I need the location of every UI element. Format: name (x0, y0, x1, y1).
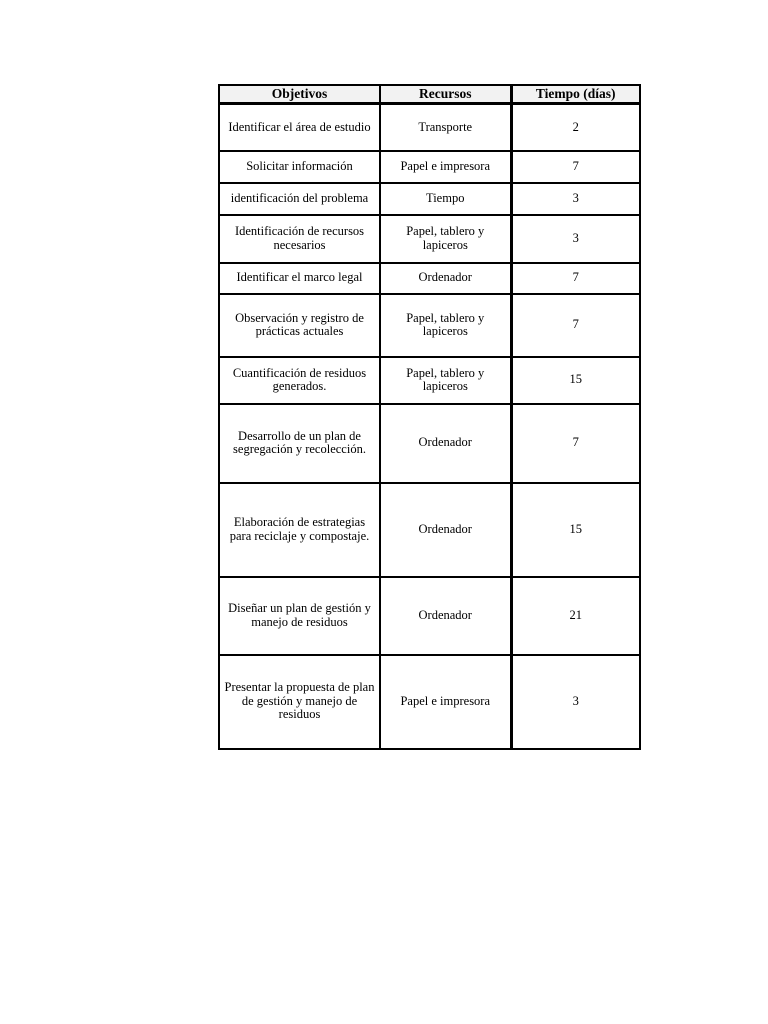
cell-tiempo: 3 (511, 655, 640, 749)
objectives-table (218, 84, 641, 750)
table-header-row (219, 85, 640, 104)
cell-recursos: Ordenador (380, 404, 511, 483)
table-row (219, 215, 640, 263)
cell-tiempo: 7 (511, 404, 640, 483)
cell-tiempo: 7 (511, 263, 640, 294)
table-row (219, 104, 640, 151)
table-row (219, 577, 640, 655)
cell-objetivo: Diseñar un plan de gestión y manejo de residuos (219, 577, 380, 655)
cell-objetivo: Presentar la propuesta de plan de gestión y manejo de residuos (219, 655, 380, 749)
cell-tiempo: 3 (511, 183, 640, 215)
table-row (219, 357, 640, 404)
cell-recursos: Ordenador (380, 263, 511, 294)
cell-objetivo: Desarrollo de un plan de segregación y recolección. (219, 404, 380, 483)
table-row (219, 151, 640, 183)
cell-tiempo: 15 (511, 483, 640, 577)
cell-recursos: Papel, tablero y lapiceros (380, 357, 511, 404)
cell-objetivo: identificación del problema (219, 183, 380, 215)
table-row (219, 183, 640, 215)
cell-objetivo: Solicitar información (219, 151, 380, 183)
cell-objetivo: Identificar el marco legal (219, 263, 380, 294)
cell-recursos: Ordenador (380, 577, 511, 655)
cell-objetivo: Identificar el área de estudio (219, 104, 380, 151)
cell-tiempo: 21 (511, 577, 640, 655)
header-tiempo: Tiempo (días) (511, 85, 640, 104)
cell-recursos: Ordenador (380, 483, 511, 577)
cell-objetivo: Observación y registro de prácticas actuales (219, 294, 380, 357)
cell-recursos: Papel e impresora (380, 655, 511, 749)
table-row (219, 483, 640, 577)
cell-tiempo: 3 (511, 215, 640, 263)
cell-tiempo: 2 (511, 104, 640, 151)
cell-recursos: Tiempo (380, 183, 511, 215)
table-row (219, 294, 640, 357)
document-page (218, 84, 641, 750)
cell-objetivo: Elaboración de estrategias para reciclaje y compostaje. (219, 483, 380, 577)
cell-tiempo: 7 (511, 294, 640, 357)
cell-objetivo: Cuantificación de residuos generados. (219, 357, 380, 404)
table-row (219, 404, 640, 483)
header-recursos: Recursos (380, 85, 511, 104)
cell-recursos: Papel e impresora (380, 151, 511, 183)
cell-recursos: Papel, tablero y lapiceros (380, 294, 511, 357)
header-objetivos: Objetivos (219, 85, 380, 104)
table-row (219, 655, 640, 749)
cell-objetivo: Identificación de recursos necesarios (219, 215, 380, 263)
table-row (219, 263, 640, 294)
cell-tiempo: 7 (511, 151, 640, 183)
cell-recursos: Papel, tablero y lapiceros (380, 215, 511, 263)
cell-tiempo: 15 (511, 357, 640, 404)
cell-recursos: Transporte (380, 104, 511, 151)
